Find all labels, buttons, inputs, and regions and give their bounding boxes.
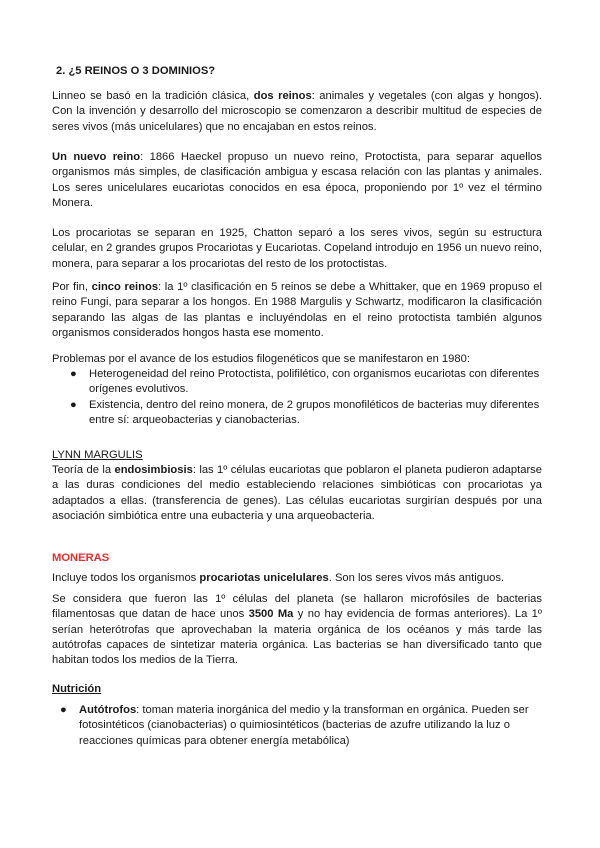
bold-term-un-nuevo-reino: Un nuevo reino	[52, 151, 141, 163]
paragraph-text: : las 1º células eucariotas que poblaron el planeta pudieron adaptarse a las duras condiciones del medio estableciendo relaciones simbióticas con procariotas ya adaptados a ellas. (transferencia de genes). Las células eucariotas surgirían después por una asociación simbiótica entre una eubacteria y una arqueobacteria.	[52, 464, 542, 522]
moneras-heading: MONERAS	[52, 552, 110, 564]
paragraph-procariotas: Los procariotas se separan en 1925, Chatton separó a los seres vivos, según su estructura celular, en 2 grandes grupos Procariotas y Eucariotas. Copeland introdujo en 1956 un nuevo reino, monera, para separar a los procariotas del resto de los protoctistas.	[52, 227, 542, 270]
section-heading: 2. ¿5 REINOS O 3 DOMINIOS?	[56, 65, 216, 77]
paragraph-text: . Son los seres vivos más antiguos.	[328, 572, 505, 584]
list-item	[66, 398, 542, 429]
paragraph-text: Se considera que fueron las 1º células del planeta (se hallaron microfósiles de bacterias filamentosas que datan de hace unos	[52, 593, 542, 621]
bullet-icon: ●	[60, 704, 67, 716]
problems-list	[66, 367, 542, 428]
paragraph-linneo	[52, 89, 542, 135]
paragraph-nuevo-reino	[52, 150, 542, 211]
bold-term-cinco-reinos: cinco reinos	[91, 281, 159, 293]
bold-term-dos-reinos: dos reinos	[253, 90, 312, 102]
paragraph-problemas: Problemas por el avance de los estudios filogenéticos que se manifestaron en 1980:	[52, 353, 470, 365]
paragraph-text: : animales y vegetales (con algas y hongos). Con la invención y desarrollo del microscopio se comenzaron a describir multitud de especies de seres vivos (más unicelulares) que no encajaban en estos reinos.	[52, 90, 542, 133]
bold-term-3500-ma: 3500 Ma	[248, 608, 294, 621]
paragraph-cinco-reinos	[52, 280, 542, 341]
list-item-text: : toman materia inorgánica del medio y la transforman en orgánica. Pueden ser fotosintéticos (cianobacterias) o quimiosintéticos (bacterias de azufre utilizando la luz o reacciones químicas para obtener energía metabólica)	[79, 704, 529, 747]
paragraph-text: Incluye todos los organismos	[52, 572, 200, 584]
nutrition-list	[56, 703, 542, 749]
paragraph-text: Por fin,	[52, 281, 92, 293]
bullet-icon: ●	[70, 398, 77, 411]
bold-term-endosimbiosis: endosimbiosis	[114, 464, 193, 476]
bold-term-procariotas-unicelulares: procariotas unicelulares	[199, 572, 329, 584]
paragraph-text: y no hay evidencia de formas anteriores). La 1º serían heterótrofas que aprovechaban la materia orgánica de los océanos y más tarde las autótrofas capaces de sintetizar materia orgánica. Las bacterias se han diversificado tanto que habitan todos los medios de la Tierra.	[52, 608, 542, 667]
margulis-heading: LYNN MARGULIS	[52, 449, 143, 461]
list-item-text: Heterogeneidad del reino Protoctista, polifilético, con organismos eucariotas con diferentes orígenes evolutivos.	[89, 368, 540, 396]
list-item	[66, 367, 542, 398]
list-item-text: Existencia, dentro del reino monera, de 2 grupos monofiléticos de bacterias muy diferentes entre sí: arqueobacterias y cianobacterias.	[89, 398, 540, 426]
paragraph-endosimbiosis	[52, 463, 542, 524]
paragraph-text: Linneo se basó en la tradición clásica,	[52, 90, 254, 102]
nutricion-heading: Nutrición	[52, 683, 102, 695]
paragraph-moneras-intro	[52, 571, 542, 586]
list-item	[56, 703, 542, 749]
bold-term-autotrofos: Autótrofos	[79, 704, 137, 716]
paragraph-text: : 1866 Haeckel propuso un nuevo reino, Protoctista, para separar aquellos organismos más simples, de clasificación ambigua y escasa relación con las plantas y animales. Los seres unicelulares eucariotas conocidos en esa época, proponiendo por 1º vez el término Monera.	[52, 151, 542, 209]
paragraph-origen-bacterias	[52, 592, 542, 668]
paragraph-text: Teoría de la	[52, 464, 115, 476]
paragraph-text: : la 1º clasificación en 5 reinos se debe a Whittaker, que en 1969 propuso el reino Fungi, para separar a los hongos. En 1988 Margulis y Schwartz, modificaron la clasificación separando las algas de las plantas e incluyéndolas en el reino protoctista también algunos organismos considerados hongos hasta ese momento.	[52, 281, 542, 339]
bullet-icon: ●	[70, 368, 77, 380]
